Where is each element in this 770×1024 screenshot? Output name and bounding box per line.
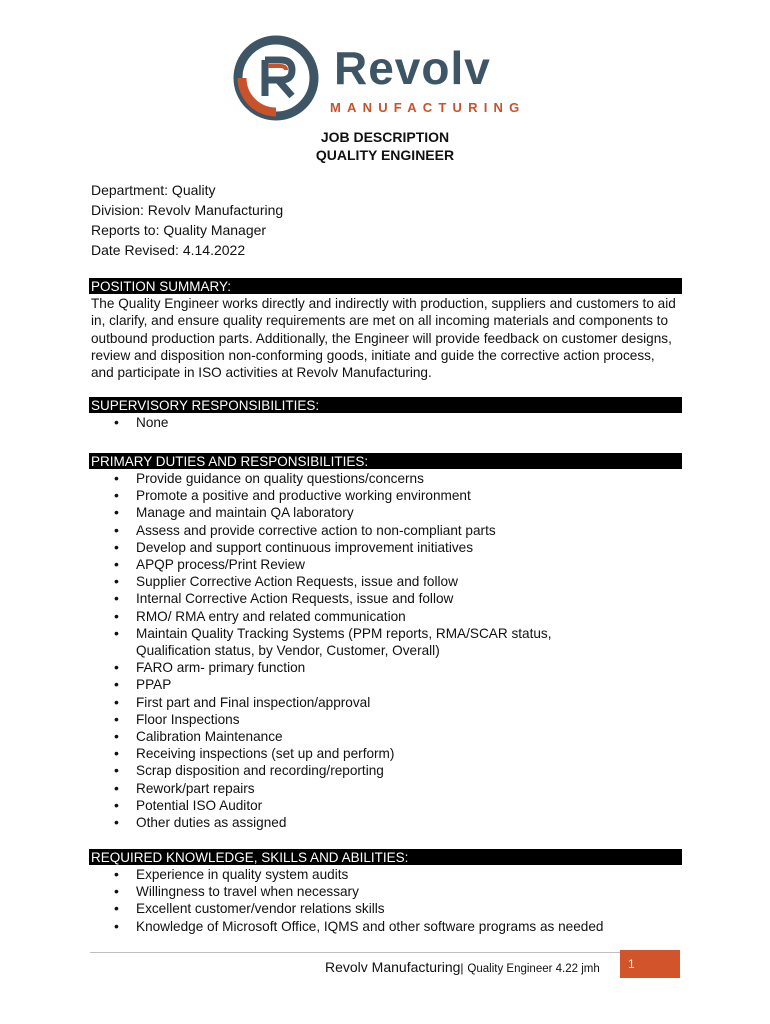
section-heading-primary-duties: PRIMARY DUTIES AND RESPONSIBILITIES: [89, 453, 682, 469]
list-item: • Provide guidance on quality questions/concerns [0, 470, 586, 487]
list-item: • None [0, 414, 169, 431]
list-item: • PPAP [0, 676, 586, 693]
document-title: JOB DESCRIPTION [320, 129, 450, 145]
list-item: • Manage and maintain QA laboratory [0, 504, 586, 521]
logo-tagline: MANUFACTURING [330, 100, 526, 115]
footer-separator: | [460, 961, 464, 975]
list-item: • APQP process/Print Review [0, 556, 586, 573]
list-item: • Maintain Quality Tracking Systems (PPM reports, RMA/SCAR status, Qualification status, by Vendor, Customer, Overall) [0, 625, 586, 659]
list-item: • Experience in quality system audits [0, 866, 603, 883]
list-item: • Calibration Maintenance [0, 728, 586, 745]
footer-company: Revolv Manufacturing [325, 959, 461, 975]
page-footer [325, 955, 600, 979]
department-line: Department: Quality [91, 182, 216, 198]
section-heading-supervisory: SUPERVISORY RESPONSIBILITIES: [89, 397, 682, 413]
section-heading-required-skills: REQUIRED KNOWLEDGE, SKILLS AND ABILITIES: [89, 849, 682, 865]
supervisory-list [0, 414, 169, 431]
list-item: • Scrap disposition and recording/reporting [0, 762, 586, 779]
date-revised-line: Date Revised: 4.14.2022 [91, 242, 246, 258]
required-skills-list [0, 866, 603, 935]
list-item: • Willingness to travel when necessary [0, 883, 603, 900]
reports-to-line: Reports to: Quality Manager [91, 222, 267, 238]
logo-wordmark: Revolv [334, 42, 491, 94]
list-item: • Potential ISO Auditor [0, 797, 586, 814]
job-meta [91, 180, 283, 260]
list-item: • Internal Corrective Action Requests, issue and follow [0, 590, 586, 607]
job-title: QUALITY ENGINEER [315, 147, 455, 163]
section-heading-position-summary: POSITION SUMMARY: [89, 278, 682, 294]
list-item: • Knowledge of Microsoft Office, IQMS and other software programs as needed [0, 918, 603, 935]
company-logo [232, 34, 532, 124]
primary-duties-list [0, 470, 586, 831]
list-item: • Assess and provide corrective action to non-compliant parts [0, 522, 586, 539]
page-number: 1 [620, 950, 680, 978]
position-summary-text: The Quality Engineer works directly and indirectly with production, suppliers and customers to aid in, clarify, and ensure quality requirements are met on all incoming materials and components to outbound production parts. Additionally, the Engineer will provide feedback on customer designs, review and disposition non-conforming goods, initiate and guide the corrective action process, and participate in ISO activities at Revolv Manufacturing. [91, 296, 676, 381]
list-item: • FARO arm- primary function [0, 659, 586, 676]
division-line: Division: Revolv Manufacturing [91, 202, 284, 218]
list-item: • RMO/ RMA entry and related communication [0, 608, 586, 625]
list-item: • Floor Inspections [0, 711, 586, 728]
list-item: • Supplier Corrective Action Requests, issue and follow [0, 573, 586, 590]
revolv-logo-icon [232, 34, 320, 122]
list-item: • Excellent customer/vendor relations skills [0, 900, 603, 917]
footer-divider [90, 952, 680, 953]
list-item: • Promote a positive and productive working environment [0, 487, 586, 504]
list-item: • Develop and support continuous improvement initiatives [0, 539, 586, 556]
list-item: • Rework/part repairs [0, 780, 586, 797]
list-item: • Other duties as assigned [0, 814, 586, 831]
list-item: • First part and Final inspection/approval [0, 694, 586, 711]
list-item: • Receiving inspections (set up and perform) [0, 745, 586, 762]
footer-document-id: Quality Engineer 4.22 jmh [467, 963, 600, 975]
